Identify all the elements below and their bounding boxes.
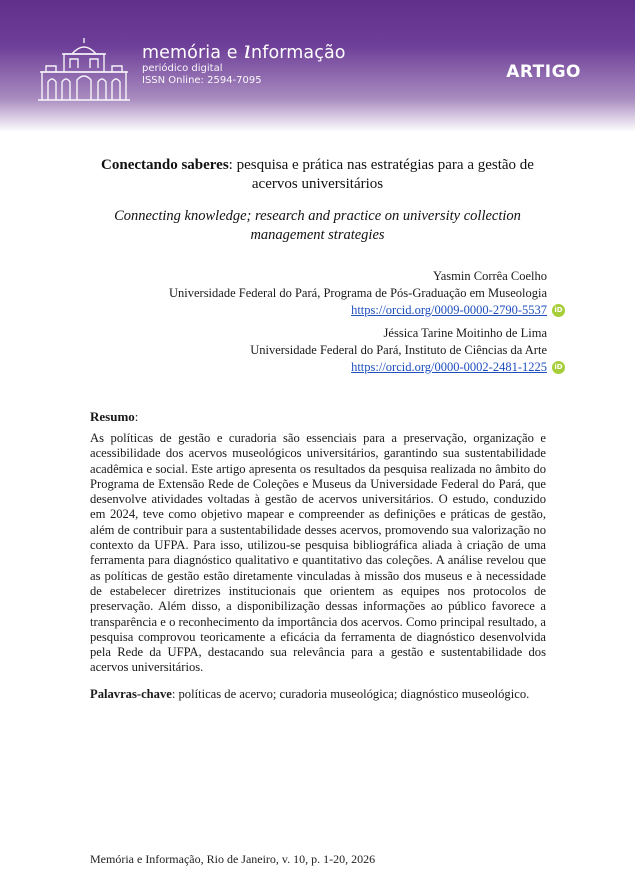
citation-footer: Memória e Informação, Rio de Janeiro, v. 10, p. 1-20, 2026 <box>90 852 376 866</box>
section-label: ARTIGO <box>506 62 581 82</box>
abstract-text: As políticas de gestão e curadoria são essenciais para a preservação, organização e acessibilidade dos acervos museológicos universitários, garantindo sua sustentabilidade acadêmica e social. Este artigo apresenta os resultados da pesquisa realizada no âmbito do Programa de Extensão Rede de Coleções e Museus da Universidade Federal do Pará, que desenvolve atividades voltadas à gestão de acervos universitários. O estudo, conduzido em 2024, teve como objetivo mapear e compreender as definições e práticas de gestão, além de contribuir para a sustentabilidade desses acervos, promovendo sua valorização no contexto da UFPA. Para isso, utilizou-se pesquisa bibliográfica aliada à criação de uma ferramenta para diagnóstico qualitativo e quantitativo das coleções. A análise revelou que as políticas de gestão estão diretamente vinculadas à missão dos museus e à necessidade de estabelecer diretrizes institucionais que orientem as equipes nos protocolos de preservação. Além disso, a disponibilização dessas informações ao público favorece a transparência e o reconhecimento da importância dos acervos. Como principal resultado, a pesquisa comprovou teoricamente a eficácia da ferramenta de diagnóstico desenvolvida pela Rede da UFPA, destacando sua relevância para a gestão e sustentabilidade dos acervos universitários. <box>90 431 546 675</box>
orcid-icon[interactable]: iD <box>552 304 565 317</box>
orcid-link[interactable]: https://orcid.org/0000-0002-2481-1225 <box>351 360 547 374</box>
title-rest: : pesquisa e prática nas estratégias para a gestão de acervos universitários <box>228 157 534 192</box>
keywords <box>90 686 550 702</box>
author-affiliation: Universidade Federal do Pará, Programa de Pós-Graduação em Museologia <box>168 286 547 300</box>
author-block <box>168 268 563 319</box>
orcid-icon[interactable]: iD <box>552 361 565 374</box>
museum-building-logo <box>34 34 134 104</box>
keywords-text: : políticas de acervo; curadoria museológica; diagnóstico museológico. <box>171 687 530 701</box>
author-block <box>250 325 563 376</box>
orcid-link[interactable]: https://orcid.org/0009-0000-2790-5537 <box>351 303 547 317</box>
journal-header <box>0 0 635 132</box>
keywords-label: Palavras-chave <box>90 687 172 701</box>
author-name: Yasmin Corrêa Coelho <box>432 269 547 283</box>
title-bold: Conectando saberes <box>101 157 229 173</box>
author-name: Jéssica Tarine Moitinho de Lima <box>383 326 547 340</box>
abstract-heading: Resumo: <box>90 409 139 424</box>
journal-brand <box>142 36 346 87</box>
quill-i-glyph: ı <box>243 36 252 64</box>
article-subtitle-english: Connecting knowledge; research and practice on university collection management strategies <box>114 208 521 243</box>
journal-tagline: periódico digital <box>142 63 223 74</box>
author-affiliation: Universidade Federal do Pará, Instituto de Ciências da Arte <box>250 343 547 357</box>
article-title <box>80 156 555 194</box>
journal-name: memória e ınformação <box>142 36 346 64</box>
journal-issn: ISSN Online: 2594-7095 <box>142 75 262 86</box>
